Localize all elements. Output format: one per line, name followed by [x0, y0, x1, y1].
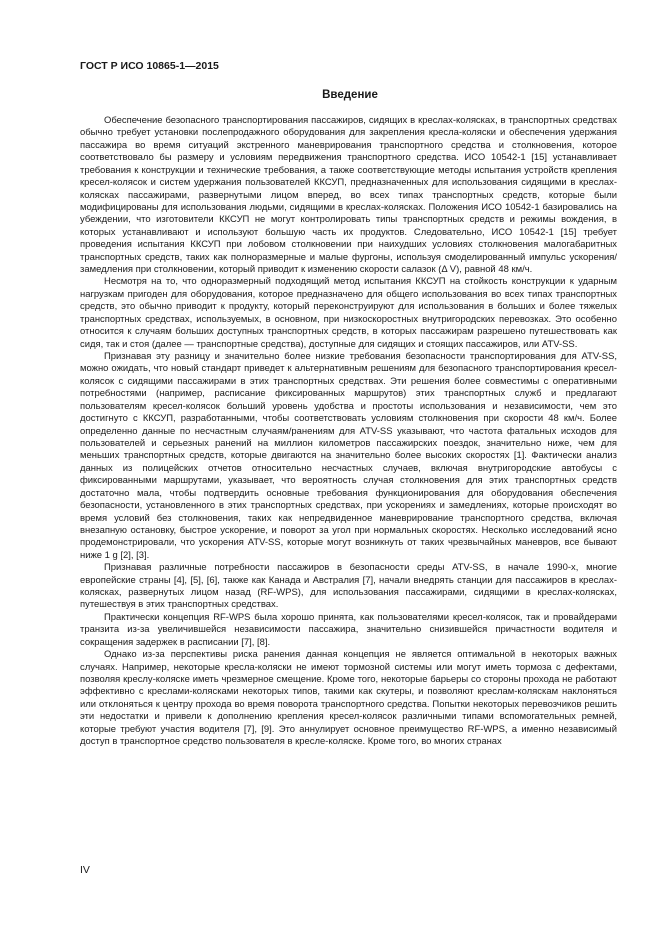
paragraph-6: Однако из-за перспективы риска ранения данная концепция не является оптимальной в некоторых важных случаях. Например, некоторые кресла-коляски не имеют тормозной системы или могут иметь тормоза с дефектами, позволяя креслу-коляске иметь чрезмерное смещение. Кроме того, некоторые барьеры со стороны прохода не работают эффективно с креслами-колясками некоторых типов, такими как скутеры, и позволяют креслам-коляскам наклоняться или отклоняться к центру прохода во время поворота транспортного средства. Попытки некоторых перевозчиков решить эти недостатки и привели к дополнению крепления кресел-колясок различными типами вспомогательных ремней, которые требуют участия водителя [7], [9]. Это аннулирует основное преимущество RF-WPS, а именно независимый доступ в транспортное средство пользователя в кресле-коляске. Кроме того, во многих странах: [80, 649, 617, 748]
page-number: IV: [80, 864, 90, 876]
document-header: ГОСТ Р ИСО 10865-1—2015: [80, 60, 219, 72]
section-title: Введение: [322, 89, 378, 101]
paragraph-5: Практически концепция RF-WPS была хорошо принята, как пользователями кресел-колясок, так и провайдерами транзита из-за увеличившейся независимости пассажира, значительно снизившейся причастности водителя и сокращения задержек в расписании [7], [8].: [80, 611, 617, 648]
paragraph-1: Обеспечение безопасного транспортирования пассажиров, сидящих в креслах-колясках, в транспортных средствах обычно требует установки послепродажного оборудования для закрепления кресла-коляски и обеспечения удержания пассажира во время ситуаций экстренного маневрирования транспортного средства и столкновения, которое соответствовало бы размеру и условиям передвижения транспортного средства. ИСО 10542-1 [15] устанавливает требования к конструкции и технические требования, а также соответствующие методы испытания устройств крепления кресел-колясок и систем удержания пользователей ККСУП, предназначенных для использования сидящими в креслах-колясках пассажирами, развернутыми лицом вперед, во всех типах транспортных средств, которые были модифицированы для использования людьми, сидящими в креслах-колясках. Положения ИСО 10542-1 базировались на убеждении, что изготовители ККСУП не могут контролировать типы транспортных средств и режимы вождения, в которых устанавливают и используют большую часть их продуктов. Следовательно, ИСО 10542-1 [15] требует проведения испытания ККСУП при лобовом столкновении при наихудших условиях столкновения малогабаритных транспортных средств, таких как полноразмерные и малые фургоны, используя смоделированный импульс ускорения/замедления при столкновении, который приводит к изменению скорости салазок (Δ V), равной 48 км/ч.: [80, 115, 617, 276]
paragraph-4: Признавая различные потребности пассажиров в безопасности среды ATV-SS, в начале 1990-х, многие европейские страны [4], [5], [6], также как Канада и Австралия [7], начали внедрять станции для пассажиров в креслах-колясках, развернутых лицом назад (RF-WPS), для использования пассажирами, сидящими в креслах-колясках, путешествуя в этих транспортных средствах.: [80, 562, 617, 611]
paragraph-2: Несмотря на то, что одноразмерный подходящий метод испытания ККСУП на стойкость конструкции к ударным нагрузкам пригоден для оборудования, которое предназначено для общего использования во всех типах транспортных средств, это обычно приводит к продукту, который переконструируют для использования в больших и более тяжелых транспортных средствах, используемых, в основном, при низкоскоростных внутригородских перевозках. Это особенно относится к случаям больших доступных транспортных средств, в которых пассажирам разрешено путешествовать как сидя, так и стоя (далее — транспортные средства), доступные для сидящих и стоящих пассажиров, или ATV-SS.: [80, 276, 617, 350]
paragraph-3: Признавая эту разницу и значительно более низкие требования безопасности транспортирования для ATV-SS, можно ожидать, что новый стандарт приведет к альтернативным решениям для безопасного транспортирования кресел-колясок с сидящими пассажирами в этих транспортных средствах. Эти решения более совместимы с оперативными потребностями (например, расписание фиксированных маршрутов) этих транспортных служб и предлагают пользователям кресел-колясок больший уровень удобства и простоты использования и независимости, чем это достигнуто с ККСУП, разработанными, чтобы соответствовать условиям столкновения при скорости 48 км/ч. Более определенно данные по несчастным случаям/ранениям для ATV-SS указывают, что частота фатальных исходов для пользователей и серьезных ранений на миллион километров пассажирских поездок, значительно ниже, чем для меньших транспортных средств, которые двигаются на значительно более высоких скоростях [1]. Фактически анализ данных из полицейских отчетов относительно несчастных случаев, включая внутригородские автобусы с фиксированными маршрутами, указывает, что вероятность случая столкновения для этих транспортных средств достаточно мала, чтобы подтвердить основные требования функционирования для оборудования обеспечения безопасности, установленного в этих транспортных средствах, при ускорениях и замедлениях, которые происходят во время условий без столкновения, таких как непредвиденное маневрирование транспортного средства, включая внезапную остановку, быстрое ускорение, и поворот за угол при нормальных скоростях. Несколько исследований ясно продемонстрировали, что ускорения ATV-SS, которые могут возникнуть от таких чрезвычайных маневров, все бывают ниже 1 g [2], [3].: [80, 351, 617, 561]
body-text: [80, 115, 617, 749]
